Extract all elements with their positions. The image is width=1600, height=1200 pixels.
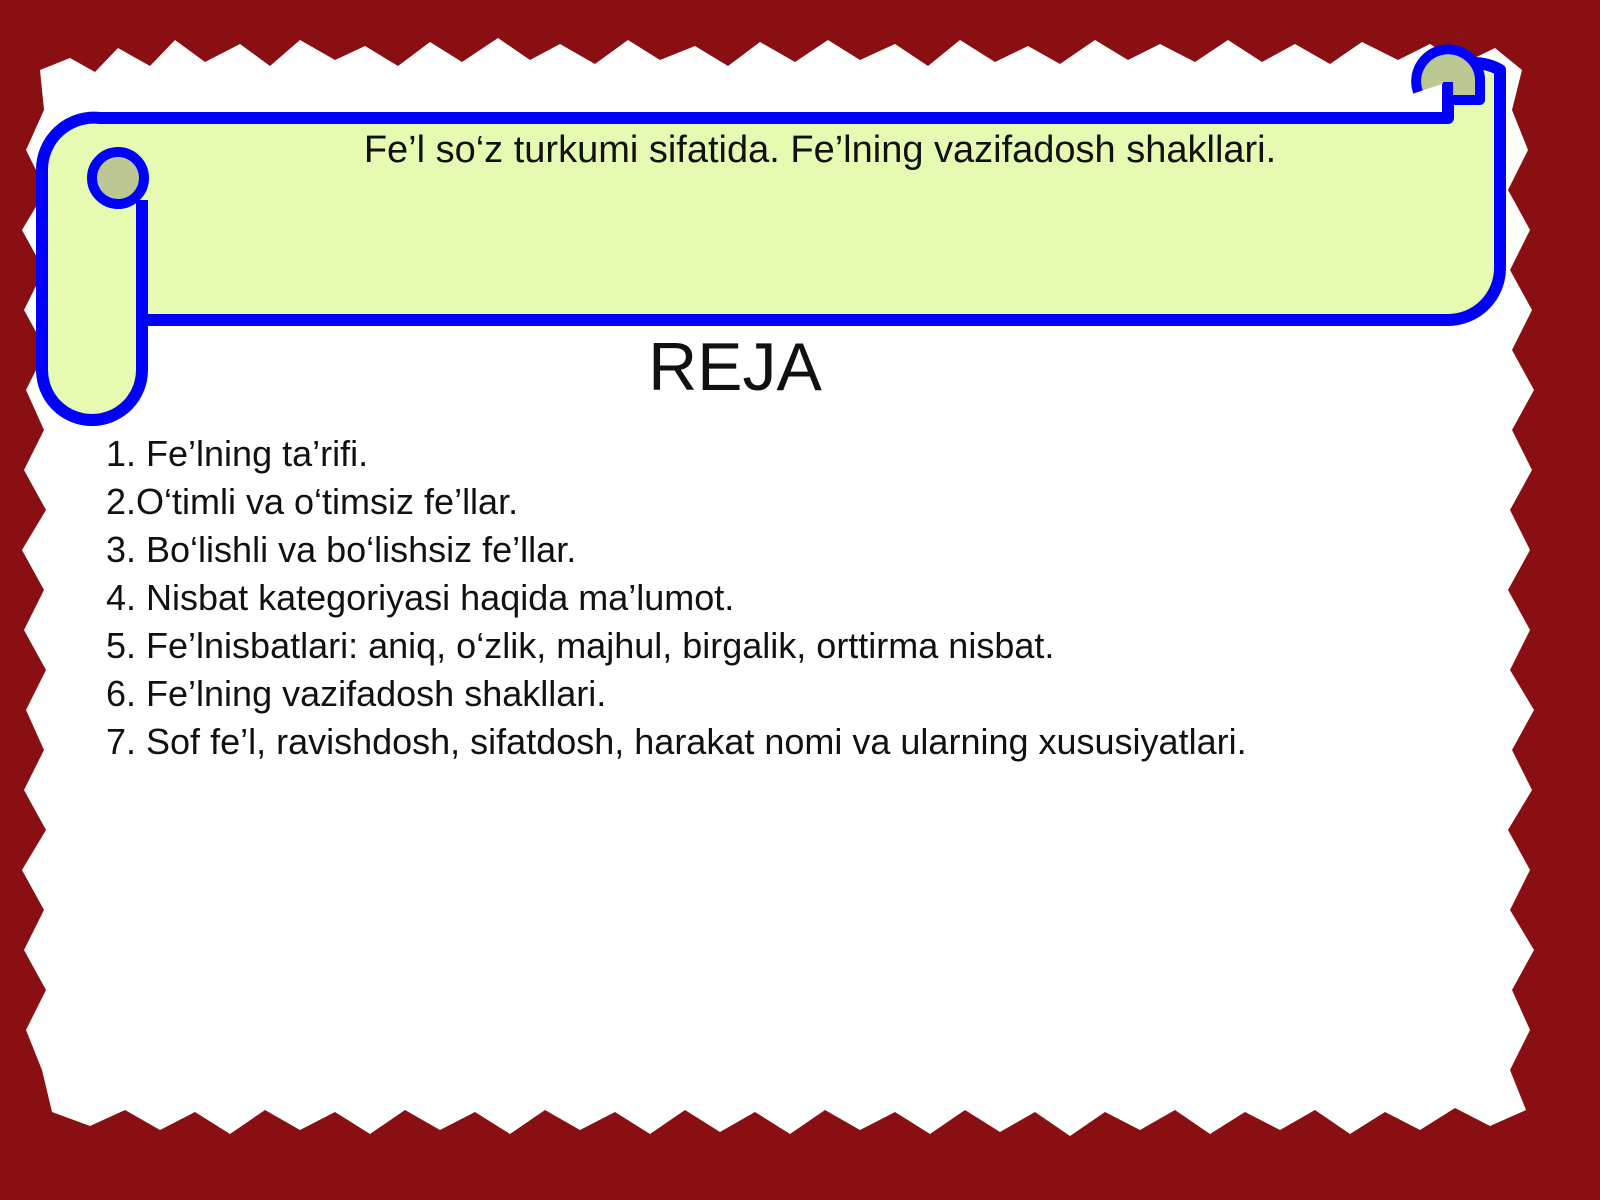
plan-heading: REJA [648, 329, 822, 405]
slide-title: Fe’l so‘z turkumi sifatida. Fe’lning vazifadosh shakllari. [363, 129, 1277, 171]
plan-item-4: 4. Nisbat kategoriyasi haqida ma’lumot. [106, 577, 735, 618]
plan-list [106, 430, 1526, 766]
plan-item-5: 5. Fe’lnisbatlari: aniq, o‘zlik, majhul, birgalik, orttirma nisbat. [106, 625, 1055, 666]
plan-item-6: 6. Fe’lning vazifadosh shakllari. [106, 673, 607, 714]
plan-item-1: 1. Fe’lning ta’rifi. [106, 433, 369, 474]
plan-item-3: 3. Bo‘lishli va bo‘lishsiz fe’llar. [106, 529, 577, 570]
plan-item-2: 2.O‘timli va o‘timsiz fe’llar. [106, 481, 519, 522]
plan-item-7: 7. Sof fe’l, ravishdosh, sifatdosh, harakat nomi va ularning xususiyatlari. [106, 721, 1247, 762]
